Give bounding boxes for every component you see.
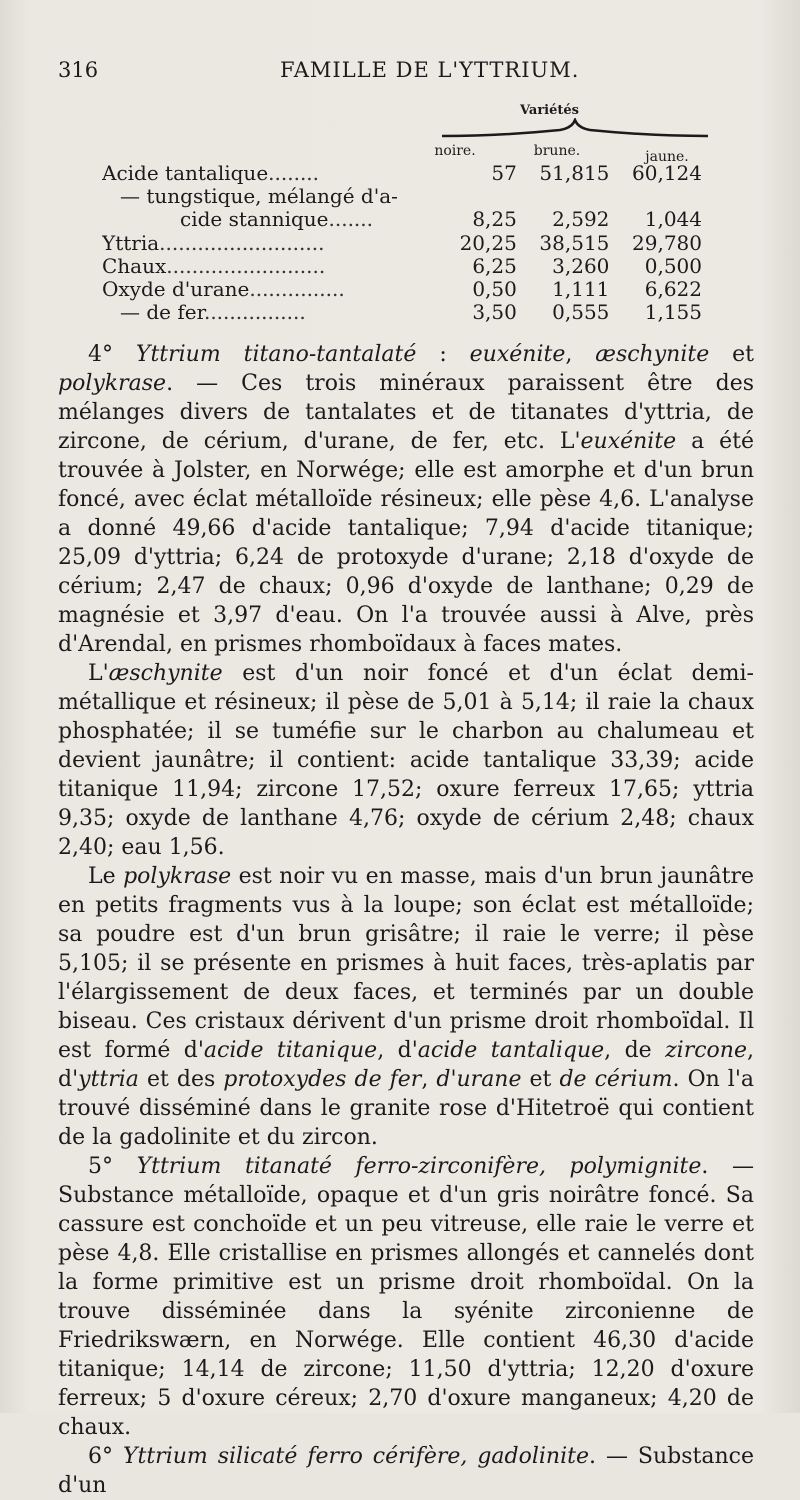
row-label: Yttria (102, 231, 160, 255)
paragraph-aeschynite: L'æschynite est d'un noir foncé et d'un éclat demi-métallique et résineux; il pèse de 5,01 à 5,14; il raie la chaux phosphatée; il se tuméfie sur le charbon au chalumeau et devient jaunâtre; il contient: acide tantalique 33,39; acide titanique 11,94; zircone 17,52; oxure ferreux 17,65; yttria 9,35; oxyde de lanthane 4,76; oxyde de cérium 2,48; chaux 2,40; eau 1,56. (58, 661, 754, 860)
page-number: 316 (58, 58, 99, 82)
leader-dots: ....... (328, 208, 374, 232)
column-header-brune: brune. (533, 143, 581, 159)
row-label: Acide tantalique (102, 162, 269, 185)
cell-noire: 20,25 (459, 230, 517, 255)
leader-dots: ........ (268, 162, 320, 185)
cell-brune: 51,815 (539, 161, 610, 185)
cell-jaune: 60,124 (632, 161, 702, 185)
row-label: — tungstique, mélangé d'a- (120, 185, 398, 209)
cell-jaune: 0,500 (644, 253, 702, 278)
row-label: cide stannique (180, 208, 329, 232)
paragraph-polykrase: Le polykrase est noir vu en masse, mais d'un brun jaunâtre en petits fragments vus à la loupe; son éclat est métalloïde; sa poudre est d'un brun grisâtre; il raie le verre; il pèse 5,105; il se présente en prismes à huit faces, très-aplatis par l'élargissement de deux faces, et terminés par un double biseau. Ces cristaux dérivent d'un prisme droit rhomboïdal. Il est formé d'acide titanique, d'acide tantalique, de zircone, d'yttria et des protoxydes de fer, d'urane et de cérium. On l'a trouvé disséminé dans le granite rose d'Hitetroë qui contient de la gadolinite et du zircon. (58, 864, 755, 1150)
cell-jaune: 29,780 (632, 230, 702, 255)
cell-brune: 1,111 (552, 277, 610, 302)
cell-jaune: 6,622 (644, 277, 702, 302)
cell-noire: 8,25 (472, 207, 517, 232)
row-label: Chaux (102, 254, 167, 278)
cell-noire: 3,50 (472, 300, 517, 325)
leader-dots: ................ (203, 301, 306, 325)
leader-dots: ......................... (166, 254, 326, 278)
table-row (102, 301, 702, 324)
table-row (102, 278, 702, 301)
table-row (102, 185, 702, 208)
running-title: FAMILLE DE L'YTTRIUM. (280, 58, 580, 82)
paragraph-gadolinite: 6° Yttrium silicaté ferro cérifère, gadolinite. — Substance d'un (58, 1444, 754, 1498)
leader-dots: ............... (249, 278, 345, 302)
row-label: — de fer (120, 301, 204, 325)
brace-decoration (440, 118, 710, 140)
cell-jaune: 1,044 (644, 207, 702, 232)
cell-brune: 38,515 (539, 230, 610, 255)
body-text (58, 340, 754, 1500)
row-label: Oxyde d'urane (102, 278, 250, 302)
table-row (102, 255, 702, 278)
analysis-table (102, 162, 702, 324)
cell-jaune: 1,155 (644, 300, 702, 325)
table-row (102, 208, 702, 231)
varietes-label: Variétés (520, 103, 579, 118)
paragraph-polymignite: 5° Yttrium titanaté ferro-zirconifère, polymignite. — Substance métalloïde, opaque et d'un gris noirâtre foncé. Sa cassure est conchoïde et un peu vitreuse, elle raie le verre et pèse 4,8. Elle cristallise en prismes allongés et cannelés dont la forme primitive est un prisme droit rhomboïdal. On la trouve disséminée dans la syénite zirconienne de Friedrikswærn, en Norwége. Elle contient 46,30 d'acide titanique; 14,14 de zircone; 11,50 d'yttria; 12,20 d'oxure ferreux; 5 d'oxure céreux; 2,70 d'oxure manganeux; 4,20 de chaux. (58, 1154, 754, 1440)
cell-noire (442, 185, 517, 208)
cell-brune: 2,592 (552, 207, 610, 232)
cell-noire: 57 (491, 161, 517, 185)
cell-brune: 0,555 (552, 300, 610, 325)
cell-jaune (609, 185, 702, 208)
cell-brune: 3,260 (552, 253, 610, 278)
cell-brune (517, 185, 610, 208)
page-header (58, 58, 752, 88)
cell-noire: 0,50 (472, 277, 517, 302)
cell-noire: 6,25 (472, 253, 517, 278)
column-header-noire: noire. (434, 143, 476, 159)
column-header-jaune: jaune. (645, 149, 689, 165)
table-row (102, 232, 702, 255)
leader-dots: .......................... (159, 231, 325, 255)
paragraph-euxenite: 4° Yttrium titano-tantalaté : euxénite, æschynite et polykrase. — Ces trois minéraux paraissent être des mélanges divers de tantalates et de titanates d'yttria, de zircone, de cérium, d'urane, de fer, etc. L'euxénite a été trouvée à Jolster, en Norwége; elle est amorphe et d'un brun foncé, avec éclat métalloïde résineux; elle pèse 4,6. L'analyse a donné 49,66 d'acide tantalique; 7,94 d'acide titanique; 25,09 d'yttria; 6,24 de protoxyde d'urane; 2,18 d'oxyde de cérium; 2,47 de chaux; 0,96 d'oxyde de lanthane; 0,29 de magnésie et 3,97 d'eau. On l'a trouvée aussi à Alve, près d'Arendal, en prismes rhomboïdaux à faces mates. (58, 342, 754, 657)
table-row (102, 162, 702, 185)
